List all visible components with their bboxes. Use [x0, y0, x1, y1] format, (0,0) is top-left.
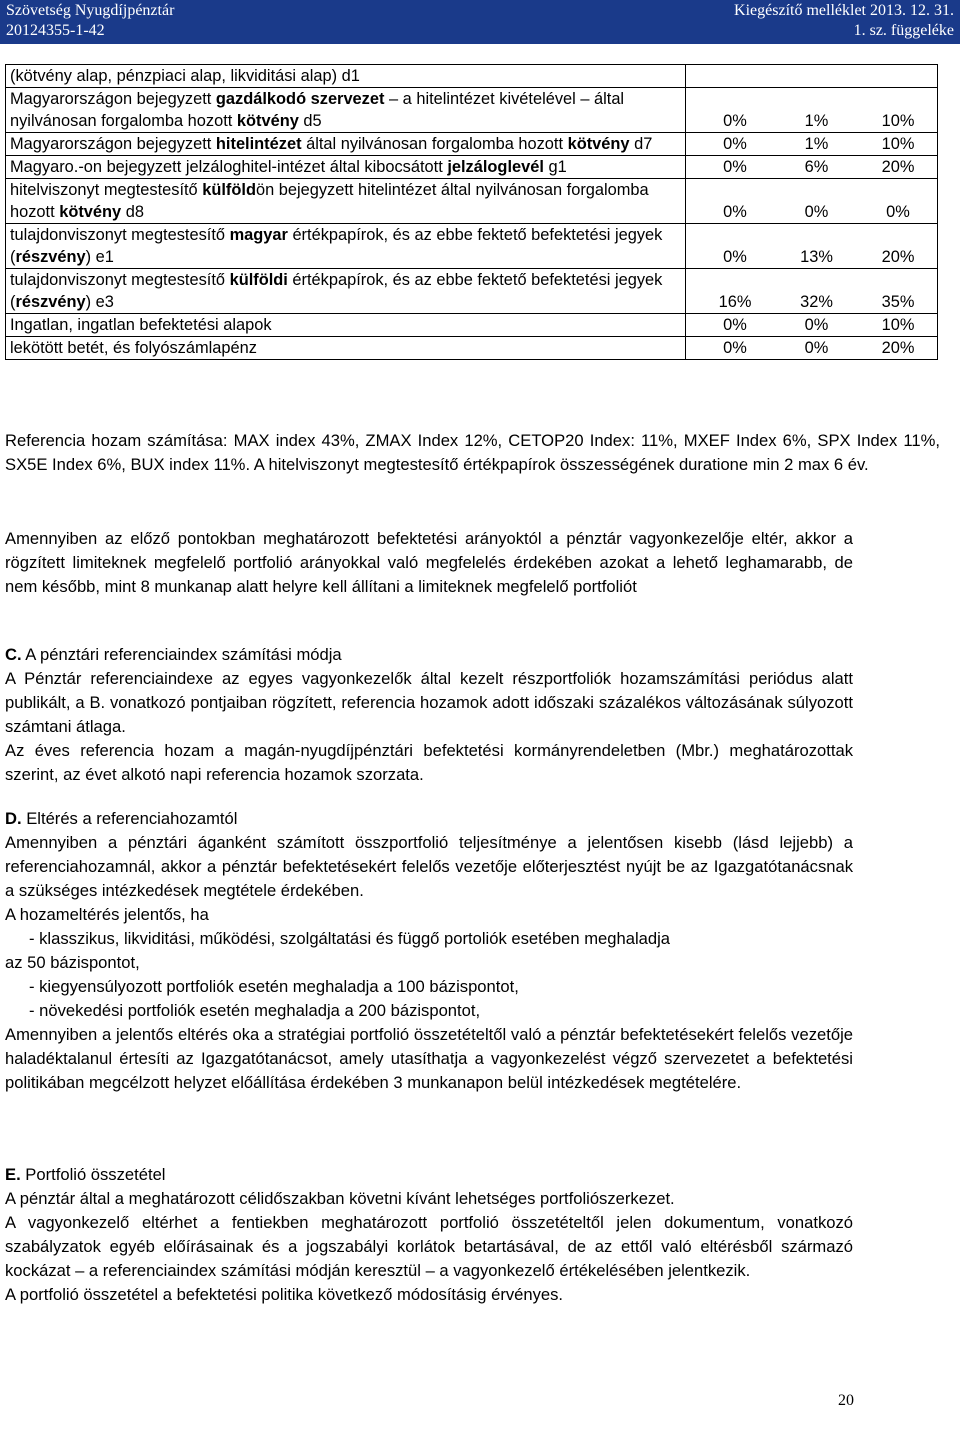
- section-d-bullet-1: - klasszikus, likviditási, működési, szolgáltatási és függő portoliók esetében meghaladja: [29, 929, 671, 948]
- header-document-title: Kiegészítő melléklet 2013. 12. 31.: [734, 2, 954, 19]
- target-value: 1%: [804, 135, 829, 153]
- target-value: 0%: [804, 339, 829, 357]
- section-c-heading: [5, 643, 853, 667]
- section-e-paragraph-1: A pénztár által a meghatározott célidőszakban követni kívánt lehetséges portfoliószerkezet.: [5, 1189, 675, 1208]
- target-value: 0%: [804, 203, 829, 221]
- allocation-limits: [686, 88, 938, 133]
- allocation-limits: [686, 179, 938, 224]
- asset-class-description: Ingatlan, ingatlan befektetési alapok: [6, 314, 686, 337]
- asset-class-description: tulajdonviszonyt megtestesítő magyar értékpapírok, és az ebbe fektető befektetési jegyek (részvény) e1: [6, 224, 686, 269]
- section-d-paragraph-1: Amennyiben a pénztári áganként számított összportfolió teljesítménye a jelentősen kisebb (lásd lejjebb) a referenciahozamnál, akkor a pénztár befektetésekért felelős vezetője előterjesztést nyújt be az Igazgatótanácsnak a szükséges intézkedések megtétele érdekében.: [5, 833, 853, 900]
- page-header: [0, 0, 960, 44]
- table-row: [6, 224, 938, 269]
- allocation-limits: [686, 314, 938, 337]
- asset-class-description: lekötött betét, és folyószámlapénz: [6, 337, 686, 360]
- section-d-bullet-3: - növekedési portfoliók esetén meghaladja a 200 bázispontot,: [29, 1001, 481, 1020]
- asset-class-description: tulajdonviszonyt megtestesítő külföldi értékpapírok, és az ebbe fektető befektetési jegyek (részvény) e3: [6, 269, 686, 314]
- section-c-title: A pénztári referenciaindex számítási módja: [21, 645, 342, 664]
- section-c: [5, 643, 853, 787]
- minimum-value: 0%: [723, 339, 747, 357]
- table-row: [6, 88, 938, 133]
- allocation-limits: [686, 65, 938, 88]
- section-d-title: Eltérés a referenciahozamtól: [21, 809, 238, 828]
- maximum-value: 10%: [881, 316, 915, 334]
- table-row: [6, 314, 938, 337]
- section-e-heading: [5, 1163, 853, 1187]
- section-c-paragraph-1: A Pénztár referenciaindexe az egyes vagyonkezelők által kezelt részportfoliók hozamszámítási periódus alatt publikált, a B. vonatkozó pontjaiban rögzített, referencia hozamok adott időszaki százalékos változásának súlyozott számtani átlaga.: [5, 669, 853, 736]
- allocation-limits: [686, 337, 938, 360]
- minimum-value: 0%: [723, 112, 747, 130]
- asset-class-description: (kötvény alap, pénzpiaci alap, likviditási alap) d1: [6, 65, 686, 88]
- asset-class-description: Magyaro.-on bejegyzett jelzáloghitel-intézet által kibocsátott jelzáloglevél g1: [6, 156, 686, 179]
- section-e: [5, 1163, 853, 1307]
- table-row: [6, 337, 938, 360]
- maximum-value: 20%: [881, 248, 915, 266]
- section-d-paragraph-2: A hozameltérés jelentős, ha: [5, 905, 209, 924]
- section-d-bullet-2: - kiegyensúlyozott portfoliók esetén meghaladja a 100 bázispontot,: [29, 977, 519, 996]
- maximum-value: 20%: [881, 158, 915, 176]
- maximum-value: 35%: [881, 293, 915, 311]
- header-appendix: 1. sz. függeléke: [853, 22, 954, 39]
- page-number: 20: [838, 1392, 854, 1409]
- maximum-value: 10%: [881, 135, 915, 153]
- paragraph-deviation-limits: Amennyiben az előző pontokban meghatározott befektetési arányoktól a pénztár vagyonkezelője eltér, akkor a rögzített limiteknek megfelelő portfolió arányokkal való megfelelés érdekében azokat a lehető leghamarabb, de nem később, mint 8 munkanap alatt helyre kell állítani a limiteknek megfelelő portfoliót: [5, 529, 853, 596]
- table-row: [6, 269, 938, 314]
- target-value: 6%: [804, 158, 829, 176]
- section-e-title: Portfolió összetétel: [20, 1165, 166, 1184]
- section-e-letter: E.: [5, 1165, 21, 1184]
- section-c-paragraph-2: Az éves referencia hozam a magán-nyugdíjpénztári befektetési kormányrendeletben (Mbr.) meghatározottak szerint, az évet alkotó napi referencia hozamok szorzata.: [5, 741, 853, 784]
- minimum-value: 0%: [723, 203, 747, 221]
- section-d-letter: D.: [5, 809, 22, 828]
- section-d: [5, 807, 853, 1095]
- section-d-paragraph-3: Amennyiben a jelentős eltérés oka a stratégiai portfolió összetételtől való a pénztár befektetésekért felelős vezetője haladéktalanul értesíti az Igazgatótanácsot, amely utasíthatja a vagyonkezelést végző szervezetet a befektetési politikában megcélzott helyzet előállítása érdekében 3 munkanapon belül intézkedések megtételére.: [5, 1025, 853, 1092]
- table-row: [6, 65, 938, 88]
- section-e-paragraph-2: A vagyonkezelő eltérhet a fentiekben meghatározott portfolió összetételtől jelen dokumentum, vonatkozó szabályzatok egyéb előírásainak és a jogszabályi korlátok betartásával, de az ettől való eltérésből származó kockázat – a referenciaindex számítási módján keresztül – a vagyonkezelő értékelésében jelentkezik.: [5, 1213, 853, 1280]
- table-row: [6, 133, 938, 156]
- target-value: 32%: [800, 293, 833, 311]
- asset-class-description: hitelviszonyt megtestesítő külföldön bejegyzett hitelintézet által nyilvánosan forgalomba hozott kötvény d8: [6, 179, 686, 224]
- section-e-paragraph-3: A portfolió összetétel a befektetési politika következő módosításig érvényes.: [5, 1285, 564, 1304]
- allocation-limits: [686, 224, 938, 269]
- maximum-value: 0%: [886, 203, 910, 221]
- minimum-value: 0%: [723, 135, 747, 153]
- target-value: 0%: [804, 316, 829, 334]
- minimum-value: 0%: [723, 248, 747, 266]
- maximum-value: 20%: [881, 339, 915, 357]
- allocation-limits: [686, 269, 938, 314]
- reference-yield-note: Referencia hozam számítása: MAX index 43%, ZMAX Index 12%, CETOP20 Index: 11%, MXEF Index 6%, SPX Index 11%, SX5E Index 6%, BUX index 11%. A hitelviszonyt megtestesítő értékpapírok összességének duratione min 2 max 6 év.: [5, 431, 940, 474]
- header-tax-id: 20124355-1-42: [6, 22, 105, 39]
- asset-class-description: Magyarországon bejegyzett hitelintézet által nyilvánosan forgalomba hozott kötvény d7: [6, 133, 686, 156]
- section-d-heading: [5, 807, 853, 831]
- header-org-name: Szövetség Nyugdíjpénztár: [6, 2, 175, 19]
- target-value: 1%: [804, 112, 829, 130]
- section-d-bullet-1-cont: az 50 bázispontot,: [5, 953, 140, 972]
- target-value: 13%: [800, 248, 833, 266]
- asset-class-description: Magyarországon bejegyzett gazdálkodó szervezet – a hitelintézet kivételével – által nyilvánosan forgalomba hozott kötvény d5: [6, 88, 686, 133]
- table-row: [6, 179, 938, 224]
- maximum-value: 10%: [881, 112, 915, 130]
- minimum-value: 0%: [723, 316, 747, 334]
- section-c-letter: C.: [5, 645, 22, 664]
- table-row: [6, 156, 938, 179]
- allocation-limits: [686, 156, 938, 179]
- minimum-value: 16%: [718, 293, 752, 311]
- allocation-table: [5, 64, 938, 360]
- minimum-value: 0%: [723, 158, 747, 176]
- allocation-limits: [686, 133, 938, 156]
